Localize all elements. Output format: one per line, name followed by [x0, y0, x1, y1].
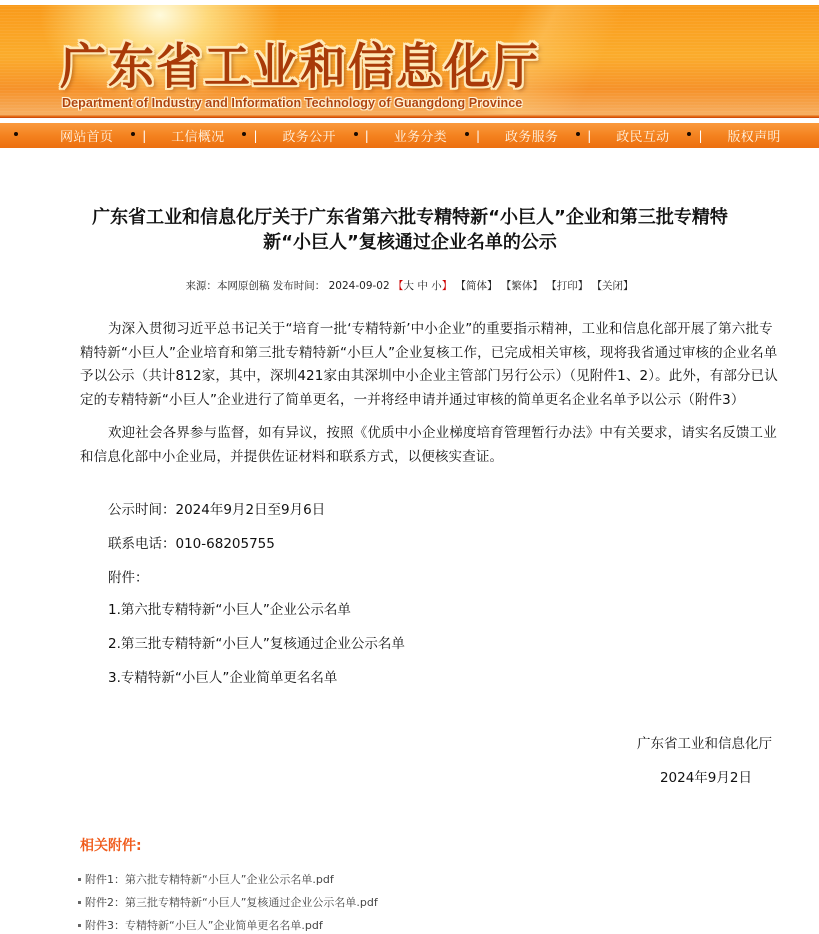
attachment-item: 1.第六批专精特新“小巨人”企业公示名单	[108, 602, 351, 618]
related-file-item	[78, 914, 378, 934]
related-attachments-list	[78, 868, 378, 934]
related-file-item	[78, 868, 378, 891]
attachment-item: 3.专精特新“小巨人”企业简单更名名单	[108, 670, 338, 686]
font-size-bracket-close: 】	[441, 280, 453, 292]
nav-item-overview[interactable]: 工信概况	[171, 130, 225, 145]
nav-bullet-icon	[465, 132, 469, 136]
paragraph-intro: 为深入贯彻习近平总书记关于“培育一批‘专精特新’中小企业”的重要指示精神，工业和信息化部开展了第六批专精特新“小巨人”企业培育和第三批专精特新“小巨人”企业复核工作，已完成相关审核，现将我省通过审核的企业名单予以公示（共计812家，其中，深圳421家由其深圳中小企业主管部门另行公示）（见附件1、2）。此外，有部分已认定的专精特新“小巨人”企业进行了简单更名，一并将经申请并通过审核的简单更名企业名单予以公示（附件3）	[80, 321, 778, 408]
signature-date: 2024年9月2日	[659, 770, 752, 786]
related-file-link[interactable]: 附件1：第六批专精特新“小巨人”企业公示名单.pdf	[85, 873, 334, 886]
publicity-period: 公示时间：2024年9月2日至9月6日	[108, 502, 326, 518]
site-subtitle: Department of Industry and Information Technology of Guangdong Province	[62, 96, 523, 110]
close-button[interactable]: 【关闭】	[591, 280, 634, 292]
nav-item-gov-services[interactable]: 政务服务	[505, 130, 559, 145]
article-meta	[0, 278, 819, 293]
font-large-button[interactable]: 大	[403, 280, 414, 292]
related-file-link[interactable]: 附件3：专精特新“小巨人”企业简单更名名单.pdf	[85, 919, 323, 932]
traditional-chinese-button[interactable]: 【繁体】	[500, 280, 543, 292]
site-banner	[0, 5, 819, 118]
source-label: 来源：	[185, 280, 217, 292]
font-small-button[interactable]: 小	[431, 280, 442, 292]
nav-bullet-icon	[14, 132, 18, 136]
nav-bullet-icon	[576, 132, 580, 136]
nav-item-gov-affairs[interactable]: 政务公开	[282, 130, 336, 145]
published-label: 发布时间：	[272, 280, 326, 292]
nav-item-home[interactable]: 网站首页	[60, 130, 114, 145]
nav-separator: |	[364, 128, 369, 143]
site-title: 广东省工业和信息化厅	[60, 37, 540, 95]
nav-bullet-icon	[687, 132, 691, 136]
article-body	[80, 318, 780, 686]
article-title: 广东省工业和信息化厅关于广东省第六批专精特新“小巨人”企业和第三批专精特新“小巨人”复核通过企业名单的公示	[92, 207, 728, 253]
simplified-chinese-button[interactable]: 【简体】	[455, 280, 498, 292]
font-size-bracket-open: 【	[393, 280, 404, 292]
paragraph-feedback: 欢迎社会各界参与监督，如有异议，按照《优质中小企业梯度培育管理暂行办法》中有关要求，请实名反馈工业和信息化部中小企业局，并提供佐证材料和联系方式，以便核实查证。	[80, 425, 777, 465]
bullet-square-icon	[78, 901, 81, 904]
nav-separator: |	[587, 128, 592, 143]
bullet-square-icon	[78, 924, 81, 927]
print-button[interactable]: 【打印】	[546, 280, 589, 292]
nav-bullet-icon	[354, 132, 358, 136]
nav-item-business-categories[interactable]: 业务分类	[393, 130, 447, 145]
nav-bullet-icon	[131, 132, 135, 136]
contact-phone: 联系电话：010-68205755	[108, 536, 275, 552]
attachment-item: 2.第三批专精特新“小巨人”复核通过企业公示名单	[108, 636, 405, 652]
nav-item-interaction[interactable]: 政民互动	[616, 130, 670, 145]
nav-separator: |	[253, 128, 258, 143]
related-file-item	[78, 891, 378, 914]
main-nav	[0, 123, 819, 148]
related-attachments-heading: 相关附件:	[80, 838, 142, 854]
nav-item-copyright[interactable]: 版权声明	[727, 130, 781, 145]
signature-org: 广东省工业和信息化厅	[637, 736, 772, 752]
font-medium-button[interactable]: 中	[417, 280, 428, 292]
source-value: 本网原创稿	[216, 280, 270, 292]
attachments-label: 附件：	[108, 570, 149, 586]
nav-bullet-icon	[242, 132, 246, 136]
bullet-square-icon	[78, 878, 81, 881]
published-date: 2024-09-02	[328, 280, 390, 292]
related-file-link[interactable]: 附件2：第三批专精特新“小巨人”复核通过企业公示名单.pdf	[85, 896, 378, 909]
nav-separator: |	[475, 128, 480, 143]
nav-separator: |	[698, 128, 703, 143]
nav-separator: |	[142, 128, 147, 143]
